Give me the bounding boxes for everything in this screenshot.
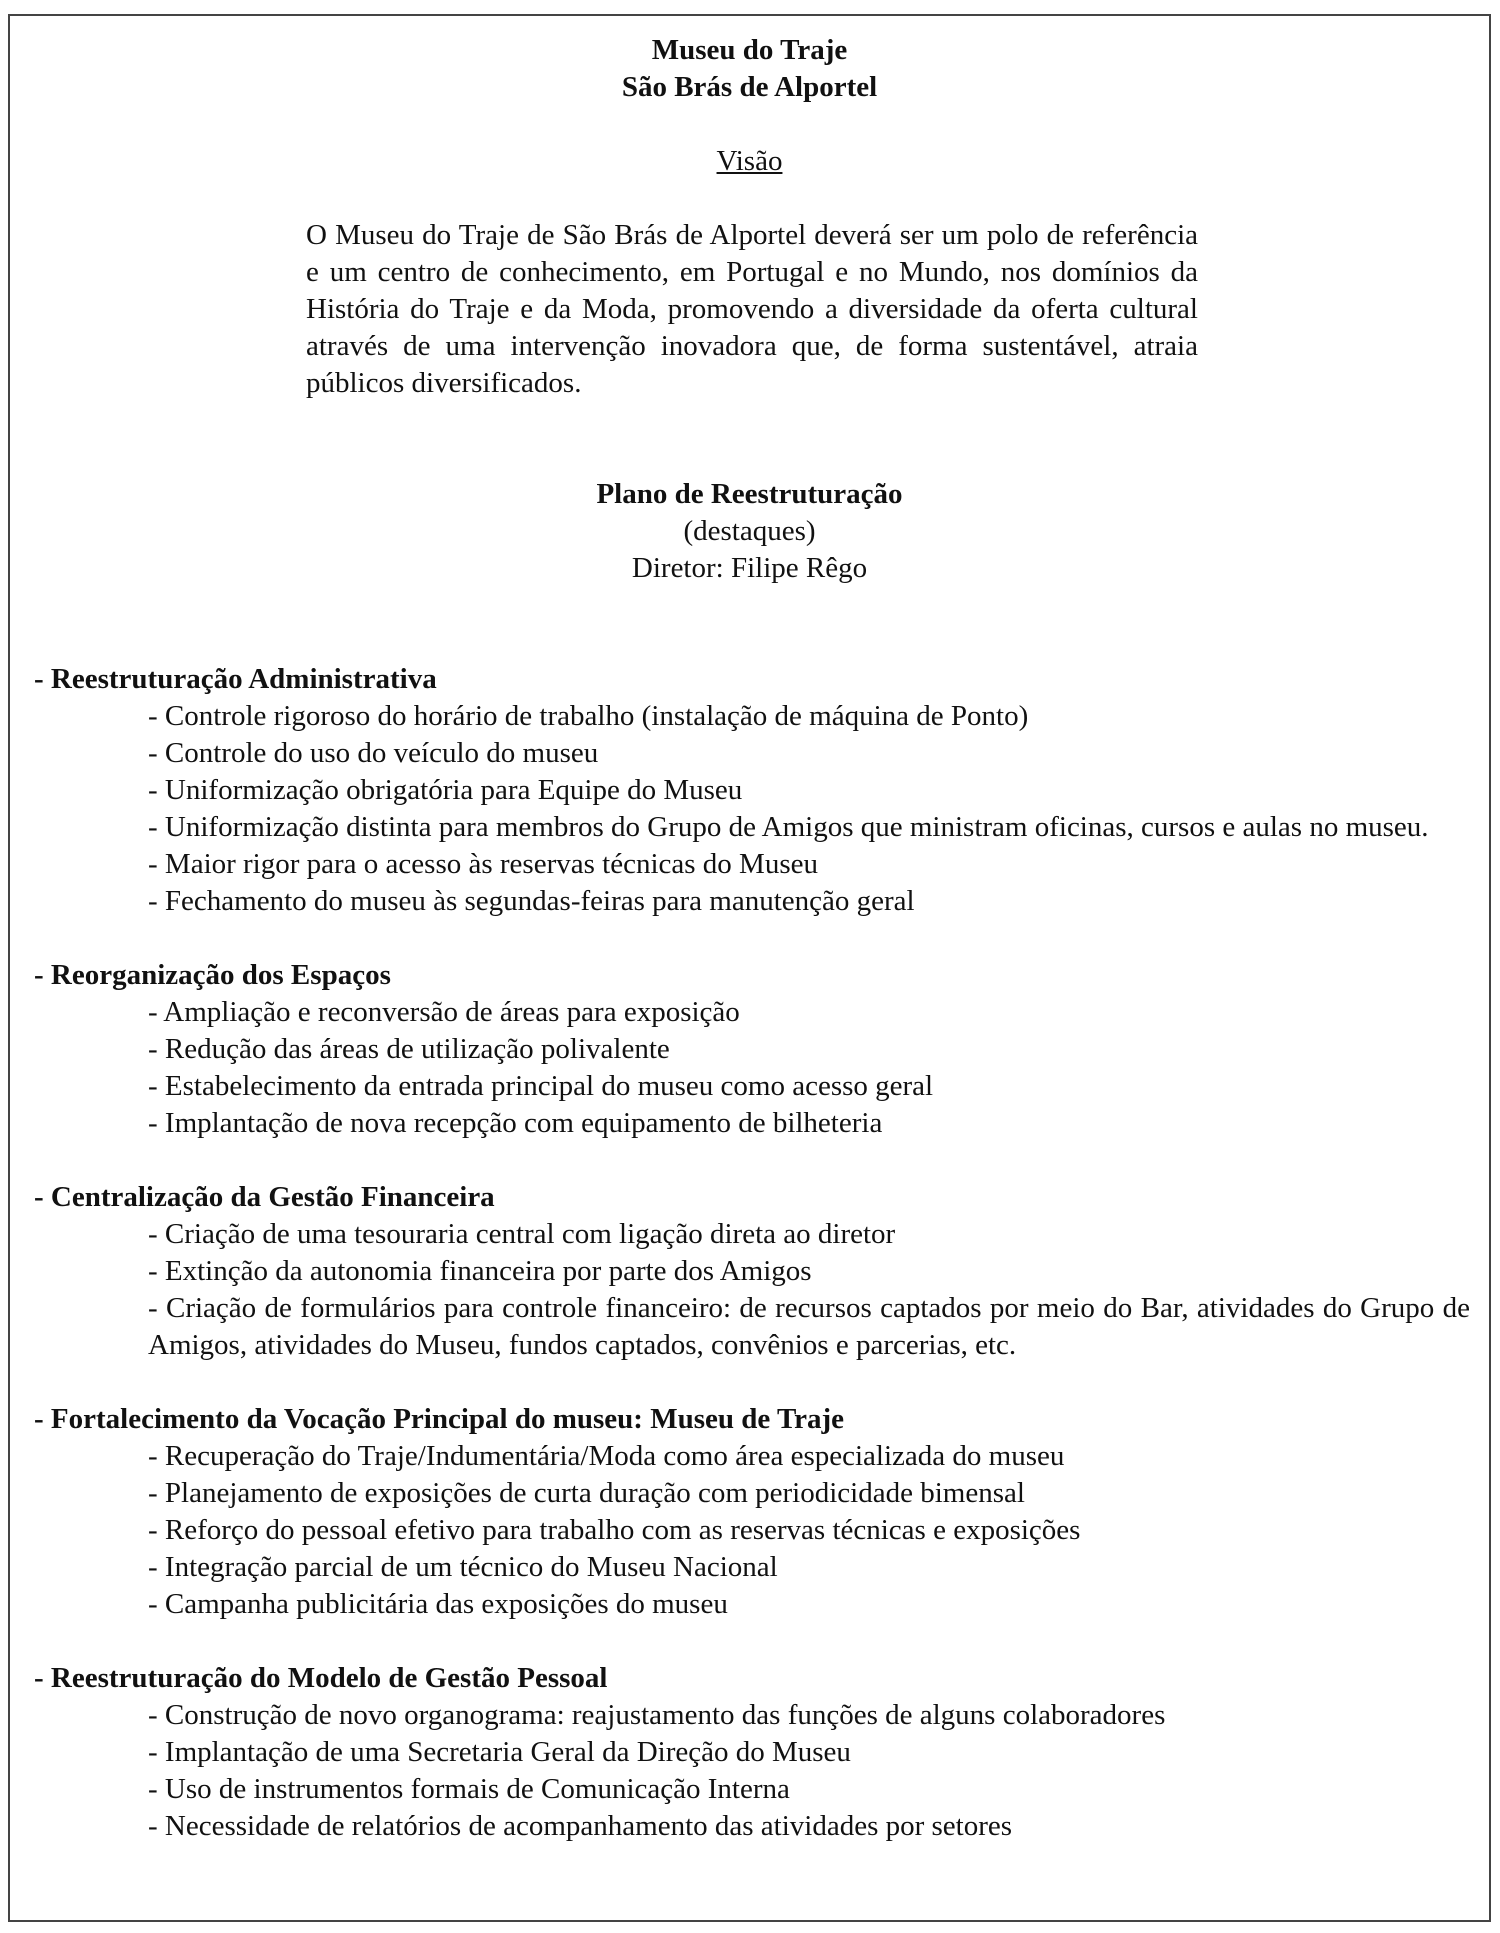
- section-item: - Controle rigoroso do horário de trabalho (instalação de máquina de Ponto): [148, 700, 1029, 732]
- section-item: - Integração parcial de um técnico do Museu Nacional: [148, 1551, 778, 1583]
- section-item: - Uniformização obrigatória para Equipe do Museu: [148, 774, 743, 806]
- section-heading: - Fortalecimento da Vocação Principal do museu: Museu de Traje: [34, 1403, 845, 1435]
- section-item: - Controle do uso do veículo do museu: [148, 737, 599, 769]
- section-item: - Planejamento de exposições de curta duração com periodicidade bimensal: [148, 1477, 1025, 1509]
- plan-sections: [10, 661, 1489, 1845]
- section-item: - Fechamento do museu às segundas-feiras para manutenção geral: [148, 885, 915, 917]
- section-item: - Estabelecimento da entrada principal do museu como acesso geral: [148, 1070, 934, 1102]
- section-item: - Implantação de nova recepção com equipamento de bilheteria: [148, 1107, 883, 1139]
- section-item: - Criação de formulários para controle financeiro: de recursos captados por meio do Bar, atividades do Grupo de Amigos, atividades do Museu, fundos captados, convênios e parcerias, etc.: [148, 1292, 1470, 1361]
- section-item: - Criação de uma tesouraria central com ligação direta ao diretor: [148, 1218, 896, 1250]
- section-item: - Construção de novo organograma: reajustamento das funções de alguns colaboradores: [148, 1699, 1166, 1731]
- section-heading: - Centralização da Gestão Financeira: [34, 1181, 495, 1213]
- plan-section: [10, 1179, 1489, 1401]
- section-item: - Necessidade de relatórios de acompanhamento das atividades por setores: [148, 1810, 1013, 1842]
- section-item: - Maior rigor para o acesso às reservas técnicas do Museu: [148, 848, 818, 880]
- section-item: - Uso de instrumentos formais de Comunicação Interna: [148, 1773, 790, 1805]
- section-item: - Ampliação e reconversão de áreas para exposição: [148, 996, 740, 1028]
- section-heading: - Reestruturação Administrativa: [34, 663, 437, 695]
- plan-director: Diretor: Filipe Rêgo: [631, 552, 868, 584]
- plan-note: (destaques): [683, 515, 816, 547]
- document-title: Museu do Traje: [651, 34, 848, 66]
- section-item: - Uniformização distinta para membros do Grupo de Amigos que ministram oficinas, cursos e aulas no museu.: [148, 811, 1429, 843]
- section-item: - Redução das áreas de utilização polivalente: [148, 1033, 670, 1065]
- vision-text: O Museu do Traje de São Brás de Alportel deverá ser um polo de referência e um centro de conhecimento, em Portugal e no Mundo, nos domínios da História do Traje e da Moda, promovendo a diversidade da oferta cultural através de uma intervenção inovadora que, de forma sustentável, atraia públicos diversificados.: [306, 219, 1198, 399]
- section-heading: - Reorganização dos Espaços: [34, 959, 391, 991]
- section-item: - Recuperação do Traje/Indumentária/Moda como área especializada do museu: [148, 1440, 1065, 1472]
- section-heading: - Reestruturação do Modelo de Gestão Pessoal: [34, 1662, 608, 1694]
- section-item: - Extinção da autonomia financeira por parte dos Amigos: [148, 1255, 812, 1287]
- plan-section: [10, 661, 1489, 957]
- section-item: - Implantação de uma Secretaria Geral da Direção do Museu: [148, 1736, 851, 1768]
- document-frame: [8, 14, 1491, 1922]
- vision-heading: Visão: [716, 145, 783, 177]
- section-item: - Campanha publicitária das exposições do museu: [148, 1588, 728, 1620]
- plan-section: [10, 1660, 1489, 1845]
- plan-title: Plano de Reestruturação: [596, 478, 903, 510]
- section-item: - Reforço do pessoal efetivo para trabalho com as reservas técnicas e exposições: [148, 1514, 1081, 1546]
- plan-section: [10, 957, 1489, 1179]
- document-body: [10, 32, 1489, 1845]
- document-subtitle: São Brás de Alportel: [621, 71, 878, 103]
- plan-section: [10, 1401, 1489, 1660]
